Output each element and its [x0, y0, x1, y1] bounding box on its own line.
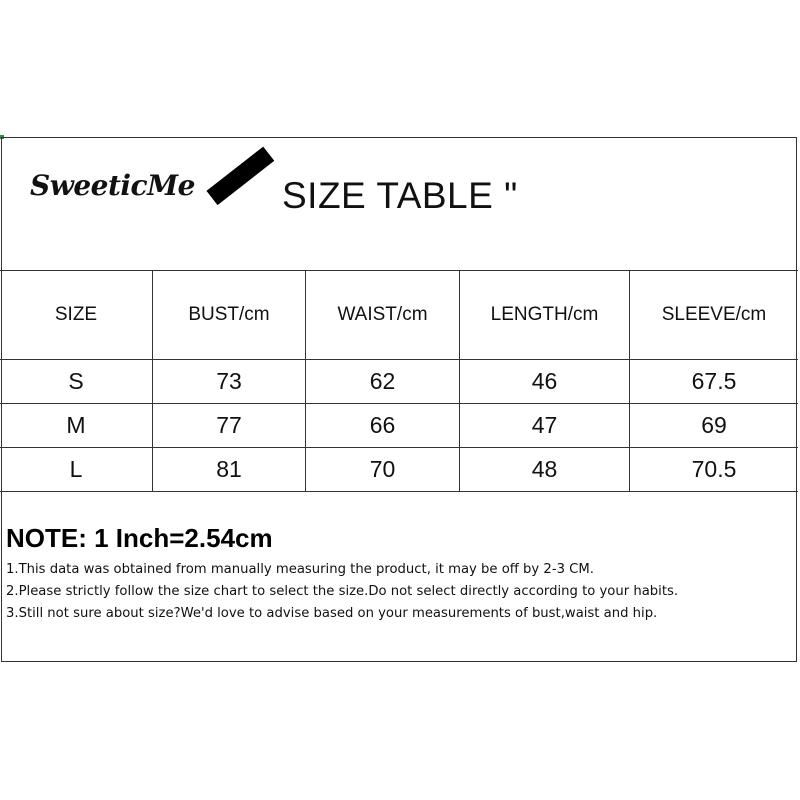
cell-sleeve: 70.5: [630, 448, 799, 492]
size-table: [0, 270, 798, 492]
brush-stroke-icon: [206, 147, 274, 206]
column-header-size: SIZE: [0, 271, 153, 360]
note-line-2: 2.Please strictly follow the size chart to select the size.Do not select directly according to your habits.: [6, 584, 679, 599]
cell-waist: 62: [306, 360, 460, 404]
table-row: [0, 404, 798, 448]
cell-waist: 70: [306, 448, 460, 492]
page-title: SIZE TABLE ": [282, 175, 518, 216]
cell-length: 48: [460, 448, 630, 492]
note-title: NOTE: 1 Inch=2.54cm: [6, 523, 273, 553]
table-row: [0, 448, 798, 492]
cell-length: 47: [460, 404, 630, 448]
cell-length: 46: [460, 360, 630, 404]
cell-sleeve: 69: [630, 404, 799, 448]
brand-logo: SweeticMe: [30, 169, 195, 202]
table-row: [0, 360, 798, 404]
cell-bust: 77: [153, 404, 306, 448]
cell-bust: 73: [153, 360, 306, 404]
note-line-1: 1.This data was obtained from manually measuring the product, it may be off by 2-3 CM.: [6, 562, 594, 577]
cell-size: S: [0, 360, 153, 404]
note-line-3: 3.Still not sure about size?We'd love to advise based on your measurements of bust,waist and hip.: [6, 606, 658, 621]
cell-size: L: [0, 448, 153, 492]
size-chart-header: [0, 137, 800, 269]
cell-waist: 66: [306, 404, 460, 448]
column-header-length: LENGTH/cm: [460, 271, 630, 360]
column-header-waist: WAIST/cm: [306, 271, 460, 360]
cell-bust: 81: [153, 448, 306, 492]
cell-sleeve: 67.5: [630, 360, 799, 404]
column-header-sleeve: SLEEVE/cm: [630, 271, 799, 360]
column-header-bust: BUST/cm: [153, 271, 306, 360]
notes-section: [6, 523, 786, 628]
cell-size: M: [0, 404, 153, 448]
table-header-row: [0, 271, 798, 360]
